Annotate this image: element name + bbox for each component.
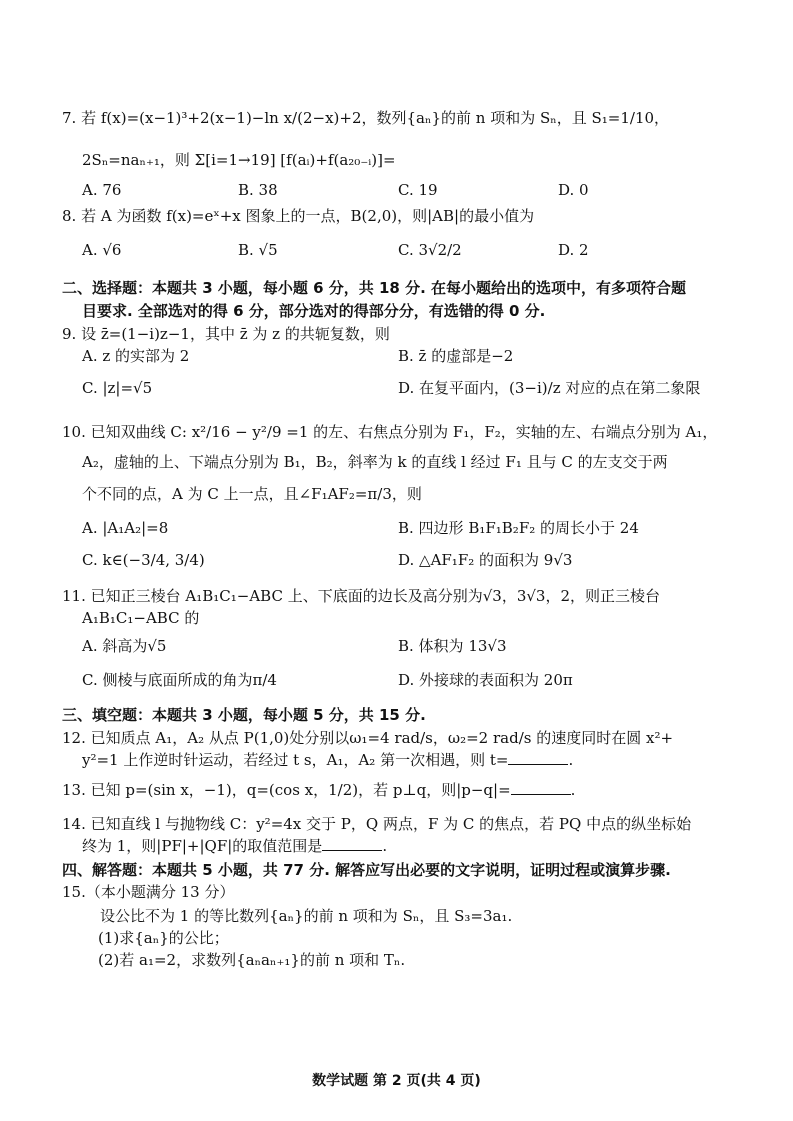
q7-line1: 7. 若 f(x)=(x−1)³+2(x−1)−ln x/(2−x)+2，数列{aₙ}的前 n 项和为 Sₙ，且 S₁=1/10，: [62, 109, 670, 127]
q7-line2: 2Sₙ=naₙ₊₁，则 Σ[i=1→19] [f(aᵢ)+f(a₂₀₋ᵢ)]=: [82, 151, 396, 169]
q8-line1: 8. 若 A 为函数 f(x)=eˣ+x 图象上的一点，B(2,0)，则|AB|的最小值为: [62, 207, 535, 225]
q8-option-b: B. √5: [238, 241, 278, 259]
q15-line1: 设公比不为 1 的等比数列{aₙ}的前 n 项和为 Sₙ，且 S₃=3a₁.: [100, 907, 513, 925]
q9-option-a: A. z 的实部为 2: [82, 347, 190, 365]
q7-option-a: A. 76: [82, 181, 122, 199]
q14-line2-row: 终为 1，则|PF|+|QF|的取值范围是 .: [82, 837, 388, 855]
q9-line1: 9. 设 z̄=(1−i)z−1，其中 z̄ 为 z 的共轭复数，则: [62, 325, 390, 343]
q13-answer-blank: [511, 780, 571, 795]
q11-option-d: D. 外接球的表面积为 20π: [398, 671, 573, 689]
q12-line1: 12. 已知质点 A₁，A₂ 从点 P(1,0)处分别以ω₁=4 rad/s，ω₂=2 rad/s 的速度同时在圆 x²+: [62, 729, 674, 747]
q8-option-d: D. 2: [558, 241, 589, 259]
q14-answer-blank: [322, 836, 382, 851]
q7-option-c: C. 19: [398, 181, 438, 199]
q11-option-a: A. 斜高为√5: [82, 637, 167, 655]
q8-option-a: A. √6: [82, 241, 122, 259]
section2-heading: 二、选择题：本题共 3 小题，每小题 6 分，共 18 分. 在每小题给出的选项中，有多项符合题: [62, 279, 687, 297]
q13-line1-row: 13. 已知 p=(sin x，−1)，q=(cos x，1/2)，若 p⊥q，则|p−q|= .: [62, 781, 576, 799]
page-footer: 数学试题 第 2 页(共 4 页): [312, 1073, 481, 1089]
section4-heading: 四、解答题：本题共 5 小题，共 77 分. 解答应写出必要的文字说明，证明过程或演算步骤.: [62, 861, 671, 879]
q7-option-b: B. 38: [238, 181, 278, 199]
q15-part1: (1)求{aₙ}的公比；: [98, 929, 229, 947]
q10-line2: A₂，虚轴的上、下端点分别为 B₁，B₂，斜率为 k 的直线 l 经过 F₁ 且与 C 的左支交于两: [82, 453, 668, 471]
q14-line1: 14. 已知直线 l 与抛物线 C：y²=4x 交于 P，Q 两点，F 为 C 的焦点，若 PQ 中点的纵坐标始: [62, 815, 692, 833]
q12-answer-blank: [508, 750, 568, 765]
q11-option-c: C. 侧棱与底面所成的角为π/4: [82, 671, 277, 689]
q12-line2: y²=1 上作逆时针运动，若经过 t s，A₁，A₂ 第一次相遇，则 t=: [82, 751, 509, 769]
section2-instructions: 目要求. 全部选对的得 6 分，部分选对的得部分分，有选错的得 0 分.: [82, 302, 546, 320]
q7-option-d: D. 0: [558, 181, 589, 199]
q10-option-a: A. |A₁A₂|=8: [82, 519, 169, 537]
section3-heading: 三、填空题：本题共 3 小题，每小题 5 分，共 15 分.: [62, 706, 426, 724]
q11-option-b: B. 体积为 13√3: [398, 637, 507, 655]
q8-option-c: C. 3√2/2: [398, 241, 462, 259]
q13-line1: 13. 已知 p=(sin x，−1)，q=(cos x，1/2)，若 p⊥q，则|p−q|=: [62, 781, 511, 799]
q14-line2: 终为 1，则|PF|+|QF|的取值范围是: [82, 837, 323, 855]
q9-option-d: D. 在复平面内，(3−i)/z 对应的点在第二象限: [398, 379, 701, 397]
q10-line3: 个不同的点，A 为 C 上一点，且∠F₁AF₂=π/3，则: [82, 485, 422, 503]
q10-line1: 10. 已知双曲线 C: x²/16 − y²/9 =1 的左、右焦点分别为 F₁，F₂，实轴的左、右端点分别为 A₁，: [62, 423, 718, 441]
q15-part2: (2)若 a₁=2，求数列{aₙaₙ₊₁}的前 n 项和 Tₙ.: [98, 951, 406, 969]
q11-line1: 11. 已知正三棱台 A₁B₁C₁−ABC 上、下底面的边长及高分别为√3，3√3，2，则正三棱台: [62, 587, 661, 605]
q9-option-c: C. |z|=√5: [82, 379, 153, 397]
q10-option-d: D. △AF₁F₂ 的面积为 9√3: [398, 551, 573, 569]
q15-header: 15.（本小题满分 13 分）: [62, 883, 235, 901]
q9-option-b: B. z̄ 的虚部是−2: [398, 347, 514, 365]
q10-option-b: B. 四边形 B₁F₁B₂F₂ 的周长小于 24: [398, 519, 639, 537]
q12-line2-row: y²=1 上作逆时针运动，若经过 t s，A₁，A₂ 第一次相遇，则 t= .: [82, 751, 574, 769]
q10-option-c: C. k∈(−3/4, 3/4): [82, 551, 205, 569]
q11-line2: A₁B₁C₁−ABC 的: [82, 609, 200, 627]
